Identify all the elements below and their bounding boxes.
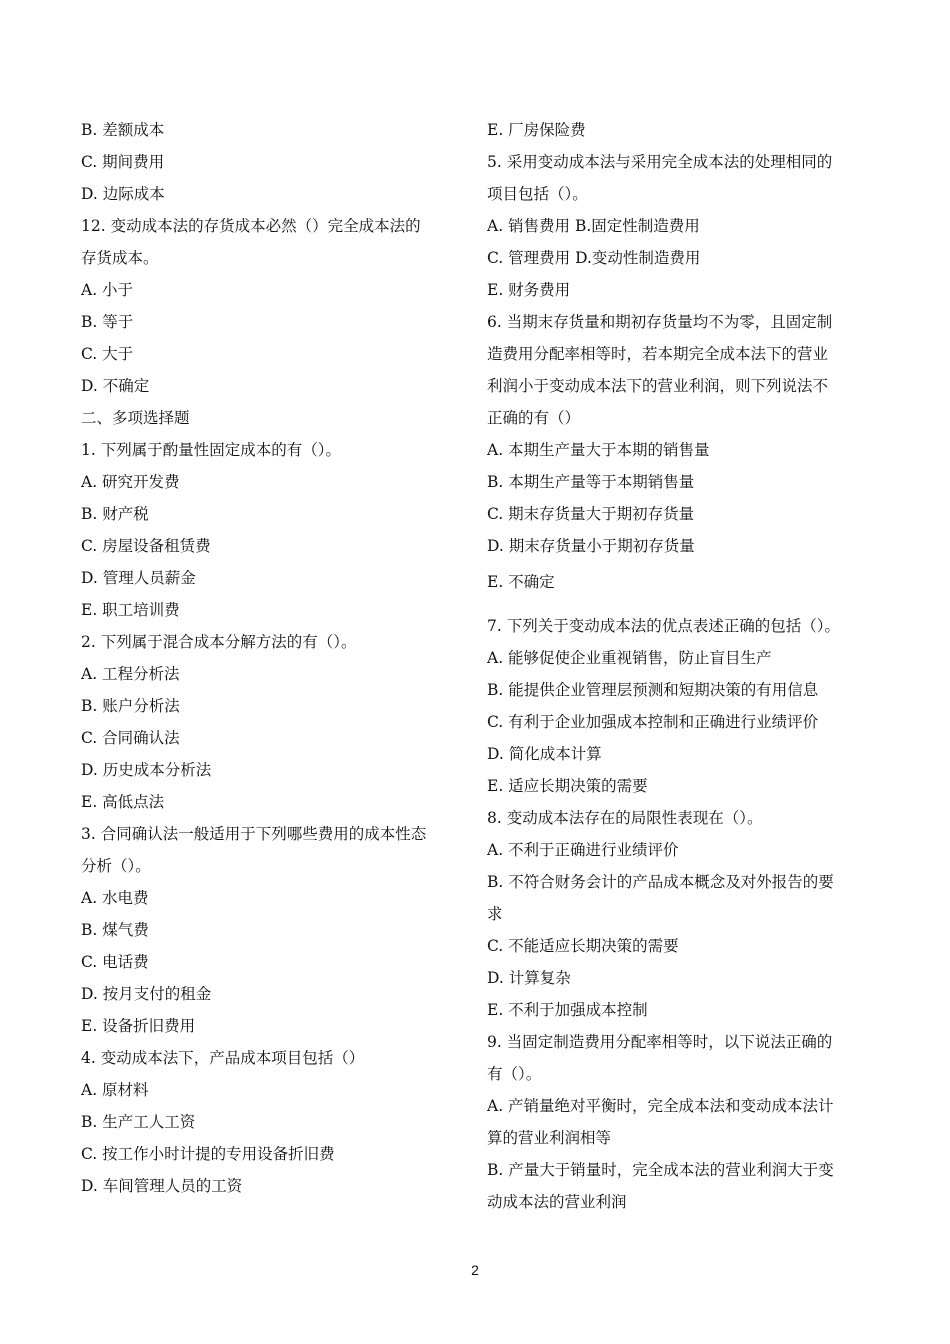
text-line: 7. 下列关于变动成本法的优点表述正确的包括（）。: [487, 617, 840, 635]
text-line: E. 职工培训费: [81, 601, 180, 619]
text-line: 正确的有（）: [487, 409, 581, 427]
spacer: [487, 598, 887, 610]
text-line: A. 本期生产量大于本期的销售量: [487, 441, 710, 459]
text-line: C. 合同确认法: [81, 729, 180, 747]
text-line: A. 工程分析法: [81, 665, 180, 683]
text-line: B. 差额成本: [81, 121, 165, 139]
text-line: B. 产量大于销量时，完全成本法的营业利润大于变: [487, 1161, 834, 1179]
text-line: 利润小于变动成本法下的营业利润，则下列说法不: [487, 377, 829, 395]
text-line: E. 适应长期决策的需要: [487, 777, 648, 795]
text-line: 存货成本。: [81, 249, 159, 267]
text-line: D. 计算复杂: [487, 969, 571, 987]
text-line: D. 简化成本计算: [487, 745, 602, 763]
text-line: D. 车间管理人员的工资: [81, 1177, 243, 1195]
text-line: E. 高低点法: [81, 793, 165, 811]
text-line: B. 账户分析法: [81, 697, 180, 715]
text-line: 3. 合同确认法一般适用于下列哪些费用的成本性态: [81, 825, 427, 843]
text-line: 4. 变动成本法下，产品成本项目包括（）: [81, 1049, 365, 1067]
text-line: 项目包括（）。: [487, 185, 588, 203]
text-line: 12. 变动成本法的存货成本必然（）完全成本法的: [81, 217, 421, 235]
right-column-part2: [487, 566, 887, 598]
text-line: 算的营业利润相等: [487, 1129, 612, 1147]
text-line: 9. 当固定制造费用分配率相等时，以下说法正确的: [487, 1033, 833, 1051]
text-line: 有（）。: [487, 1065, 542, 1083]
text-line: 1. 下列属于酌量性固定成本的有（）。: [81, 441, 341, 459]
text-line: D. 按月支付的租金: [81, 985, 212, 1003]
text-line: 2. 下列属于混合成本分解方法的有（）。: [81, 633, 357, 651]
text-line: A. 不利于正确进行业绩评价: [487, 841, 679, 859]
right-column-part1: [487, 114, 887, 562]
text-line: B. 财产税: [81, 505, 149, 523]
text-line: A. 研究开发费: [81, 473, 180, 491]
text-line: 二、多项选择题: [81, 409, 190, 427]
text-line: B. 本期生产量等于本期销售量: [487, 473, 695, 491]
text-line: 5. 采用变动成本法与采用完全成本法的处理相同的: [487, 153, 833, 171]
text-line: D. 不确定: [81, 377, 150, 395]
text-line: D. 历史成本分析法: [81, 761, 212, 779]
text-line: E. 不利于加强成本控制: [487, 1001, 648, 1019]
text-line: B. 生产工人工资: [81, 1113, 196, 1131]
text-line: 8. 变动成本法存在的局限性表现在（）。: [487, 809, 763, 827]
right-column-part3: [487, 610, 887, 1218]
text-line: D. 边际成本: [81, 185, 165, 203]
text-line: C. 有利于企业加强成本控制和正确进行业绩评价: [487, 713, 819, 731]
text-line: C. 期末存货量大于期初存货量: [487, 505, 695, 523]
text-line: A. 能够促使企业重视销售，防止盲目生产: [487, 649, 772, 667]
text-line: E. 厂房保险费: [487, 121, 586, 139]
text-line: B. 等于: [81, 313, 134, 331]
text-line: 动成本法的营业利润: [487, 1193, 627, 1211]
text-line: C. 按工作小时计提的专用设备折旧费: [81, 1145, 335, 1163]
text-line: B. 煤气费: [81, 921, 149, 939]
text-line: 分析（）。: [81, 857, 151, 875]
text-line: E. 不确定: [487, 573, 555, 591]
right-column: [487, 114, 887, 1218]
text-line: C. 电话费: [81, 953, 149, 971]
text-line: E. 财务费用: [487, 281, 571, 299]
text-line: C. 不能适应长期决策的需要: [487, 937, 679, 955]
text-line: 求: [487, 905, 503, 923]
page-number: 2: [471, 1262, 479, 1278]
text-line: B. 不符合财务会计的产品成本概念及对外报告的要: [487, 873, 834, 891]
text-line: 造费用分配率相等时，若本期完全成本法下的营业: [487, 345, 829, 363]
text-line: A. 水电费: [81, 889, 149, 907]
text-line: A. 产销量绝对平衡时，完全成本法和变动成本法计: [487, 1097, 834, 1115]
text-line: A. 原材料: [81, 1081, 149, 1099]
text-line: B. 能提供企业管理层预测和短期决策的有用信息: [487, 681, 819, 699]
text-line: D. 期末存货量小于期初存货量: [487, 537, 695, 555]
left-column: [81, 114, 466, 1202]
text-line: C. 管理费用 D.变动性制造费用: [487, 249, 701, 267]
text-line: D. 管理人员薪金: [81, 569, 196, 587]
text-line: A. 销售费用 B.固定性制造费用: [487, 217, 700, 235]
text-line: E. 设备折旧费用: [81, 1017, 196, 1035]
text-line: C. 期间费用: [81, 153, 165, 171]
text-line: A. 小于: [81, 281, 134, 299]
text-line: C. 大于: [81, 345, 134, 363]
text-line: C. 房屋设备租赁费: [81, 537, 211, 555]
text-line: 6. 当期末存货量和期初存货量均不为零，且固定制: [487, 313, 833, 331]
